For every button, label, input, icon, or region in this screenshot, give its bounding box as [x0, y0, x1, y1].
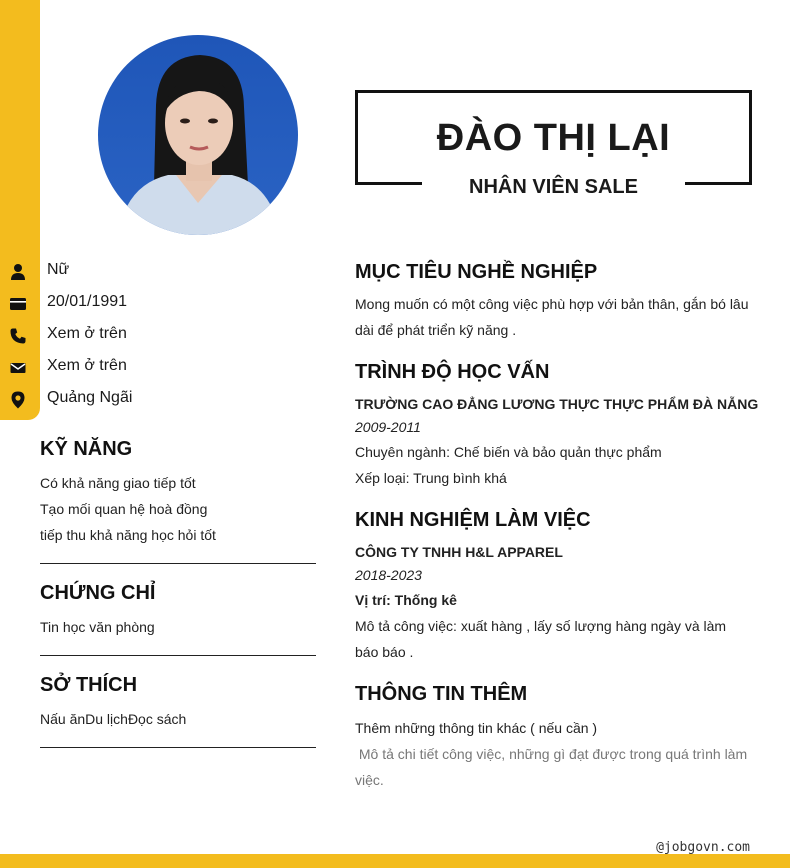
skill-item: Có khả năng giao tiếp tốt [40, 475, 196, 491]
birthday-value: 20/01/1991 [47, 293, 128, 310]
additional-info-detail: Mô tả chi tiết công việc, những gì đạt được trong quá trình làm việc. [355, 746, 752, 788]
education-major: Chuyên ngành: Chế biến và bảo quản thực phẩm [355, 444, 662, 460]
contact-gender [0, 259, 300, 285]
name-header-box [355, 90, 752, 198]
contact-birthday [0, 291, 300, 317]
bottom-accent-bar [0, 854, 790, 868]
divider [40, 563, 316, 564]
objective-heading: MỤC TIÊU NGHỀ NGHIỆP [355, 261, 598, 283]
location-icon [9, 391, 27, 409]
skill-item: Tạo mối quan hệ hoà đồng [40, 501, 208, 517]
divider [40, 747, 316, 748]
experience-description: Mô tả công việc: xuất hàng , lấy số lượng hàng ngày và làm báo báo . [355, 618, 727, 660]
certificate-item: Tin học văn phòng [40, 619, 155, 635]
footer-watermark: @jobgovn.com [656, 840, 750, 855]
contact-phone [0, 323, 300, 349]
experience-period: 2018-2023 [355, 567, 422, 583]
candidate-job-title: NHÂN VIÊN SALE [469, 176, 638, 198]
objective-text: Mong muốn có một công việc phù hợp với bản thân, gắn bó lâu dài để phát triển kỹ năng . [355, 296, 749, 338]
person-icon [9, 263, 27, 281]
email-icon [9, 359, 27, 377]
skill-item: tiếp thu khả năng học hỏi tốt [40, 527, 216, 543]
education-grade: Xếp loại: Trung bình khá [355, 470, 507, 486]
experience-position: Vị trí: Thống kê [355, 592, 457, 608]
hobbies-text: Nấu ănDu lịchĐọc sách [40, 711, 187, 727]
profile-photo [98, 35, 298, 235]
hobbies-heading: SỞ THÍCH [40, 674, 138, 696]
email-value: Xem ở trên [47, 357, 127, 374]
education-school: TRƯỜNG CAO ĐẲNG LƯƠNG THỰC THỰC PHẨM ĐÀ NẴNG [355, 396, 759, 412]
additional-info-line: Thêm những thông tin khác ( nếu cần ) [355, 720, 598, 736]
gender-value: Nữ [47, 261, 70, 278]
contact-location [0, 387, 300, 413]
calendar-icon [9, 295, 27, 313]
phone-icon [9, 327, 27, 345]
candidate-name: ĐÀO THỊ LẠI [436, 117, 671, 159]
education-heading: TRÌNH ĐỘ HỌC VẤN [355, 361, 550, 383]
experience-company: CÔNG TY TNHH H&L APPAREL [355, 544, 563, 560]
education-period: 2009-2011 [355, 419, 421, 435]
location-value: Quảng Ngãi [47, 389, 133, 406]
phone-value: Xem ở trên [47, 325, 127, 342]
skills-heading: KỸ NĂNG [40, 438, 133, 460]
divider [40, 655, 316, 656]
experience-heading: KINH NGHIỆM LÀM VIỆC [355, 509, 591, 531]
additional-info-heading: THÔNG TIN THÊM [355, 683, 528, 705]
contact-email [0, 355, 300, 381]
certificates-heading: CHỨNG CHỈ [40, 582, 156, 604]
